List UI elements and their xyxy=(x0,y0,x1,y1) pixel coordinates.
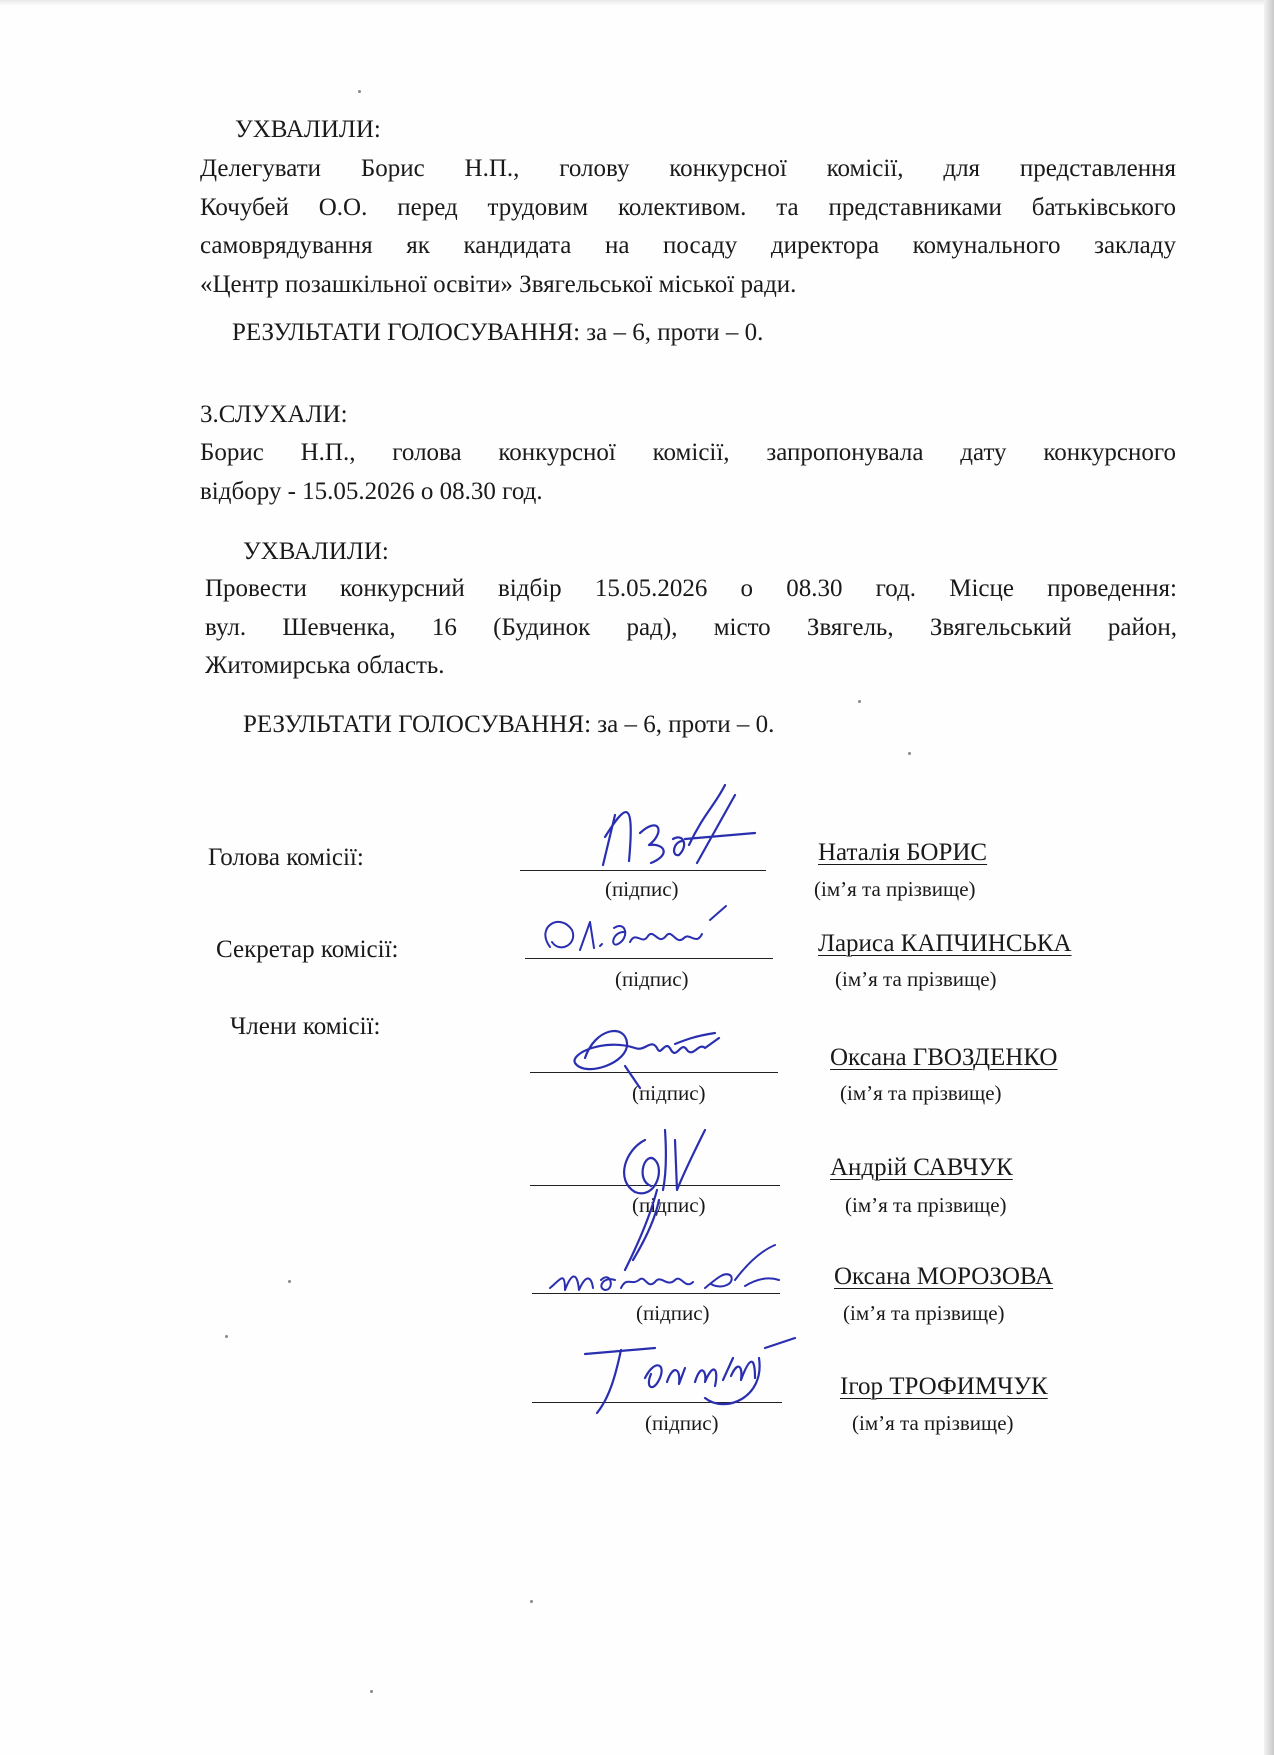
paragraph-line: Житомирська область. xyxy=(205,652,445,679)
members-role-label: Члени комісії: xyxy=(230,1013,381,1040)
signature-caption: (підпис) xyxy=(632,1193,706,1217)
name-caption: (ім’я та прізвище) xyxy=(835,967,997,991)
name-caption: (ім’я та прізвище) xyxy=(843,1301,1005,1325)
resolved-heading-2: УХВАЛИЛИ: xyxy=(243,538,389,565)
handwritten-signature xyxy=(585,775,775,875)
name-caption: (ім’я та прізвище) xyxy=(845,1193,1007,1217)
scan-right-edge xyxy=(1264,0,1274,1755)
handwritten-signature xyxy=(530,902,750,972)
secretary-role-label: Секретар комісії: xyxy=(216,936,399,963)
paragraph-line: Кочубей О.О. перед трудовим колективом. та представниками батьківського xyxy=(200,193,1176,221)
name-caption: (ім’я та прізвище) xyxy=(852,1411,1014,1435)
name-caption: (ім’я та прізвище) xyxy=(814,877,976,901)
signature-caption: (підпис) xyxy=(605,877,679,901)
paragraph-line: «Центр позашкільної освіти» Звягельської міської ради. xyxy=(200,270,797,298)
name-caption: (ім’я та прізвище) xyxy=(840,1081,1002,1105)
paragraph-line: Делегувати Борис Н.П., голову конкурсної комісії, для представлення xyxy=(200,155,1176,182)
scan-speck xyxy=(530,1600,533,1603)
signature-caption: (підпис) xyxy=(645,1411,719,1435)
signer-name: Оксана МОРОЗОВА xyxy=(834,1263,1054,1290)
signer-name: Ігор ТРОФИМЧУК xyxy=(840,1373,1048,1400)
signature-caption: (підпис) xyxy=(615,967,689,991)
resolved-paragraph-2 xyxy=(205,570,1177,686)
resolved-paragraph-1 xyxy=(200,150,1176,304)
scan-speck xyxy=(370,1690,373,1693)
handwritten-signature xyxy=(565,1008,735,1103)
heard-heading: 3.СЛУХАЛИ: xyxy=(200,401,348,428)
scan-speck xyxy=(225,1335,228,1338)
signer-name: Наталія БОРИС xyxy=(818,839,988,866)
paragraph-line: самоврядування як кандидата на посаду директора комунального закладу xyxy=(200,232,1176,259)
resolved-heading-1: УХВАЛИЛИ: xyxy=(235,116,381,143)
paragraph-line: Борис Н.П., голова конкурсної комісії, запропонувала дату конкурсного xyxy=(200,439,1176,466)
scan-top-edge xyxy=(0,0,1274,6)
vote-result-1: РЕЗУЛЬТАТИ ГОЛОСУВАННЯ: за – 6, проти – 0. xyxy=(232,319,764,346)
paragraph-line: Провести конкурсний відбір 15.05.2026 о 08.30 год. Місце проведення: xyxy=(205,575,1177,602)
signer-name: Лариса КАПЧИНСЬКА xyxy=(818,930,1072,957)
heard-paragraph xyxy=(200,434,1176,511)
scan-speck xyxy=(908,752,911,755)
scan-speck xyxy=(288,1280,291,1283)
signer-name: Оксана ГВОЗДЕНКО xyxy=(830,1044,1058,1071)
handwritten-signature xyxy=(555,1318,805,1428)
paragraph-line: вул. Шевченка, 16 (Будинок рад), місто Звягель, Звягельський район, xyxy=(205,613,1177,641)
chair-role-label: Голова комісії: xyxy=(208,844,364,871)
signature-caption: (підпис) xyxy=(632,1081,706,1105)
handwritten-signature xyxy=(535,1240,795,1310)
signer-name: Андрій САВЧУК xyxy=(830,1154,1013,1181)
scan-speck xyxy=(358,90,361,93)
signature-caption: (підпис) xyxy=(636,1301,710,1325)
scan-speck xyxy=(858,700,861,703)
vote-result-2: РЕЗУЛЬТАТИ ГОЛОСУВАННЯ: за – 6, проти – 0. xyxy=(243,711,775,738)
paragraph-line: відбору - 15.05.2026 о 08.30 год. xyxy=(200,477,543,505)
